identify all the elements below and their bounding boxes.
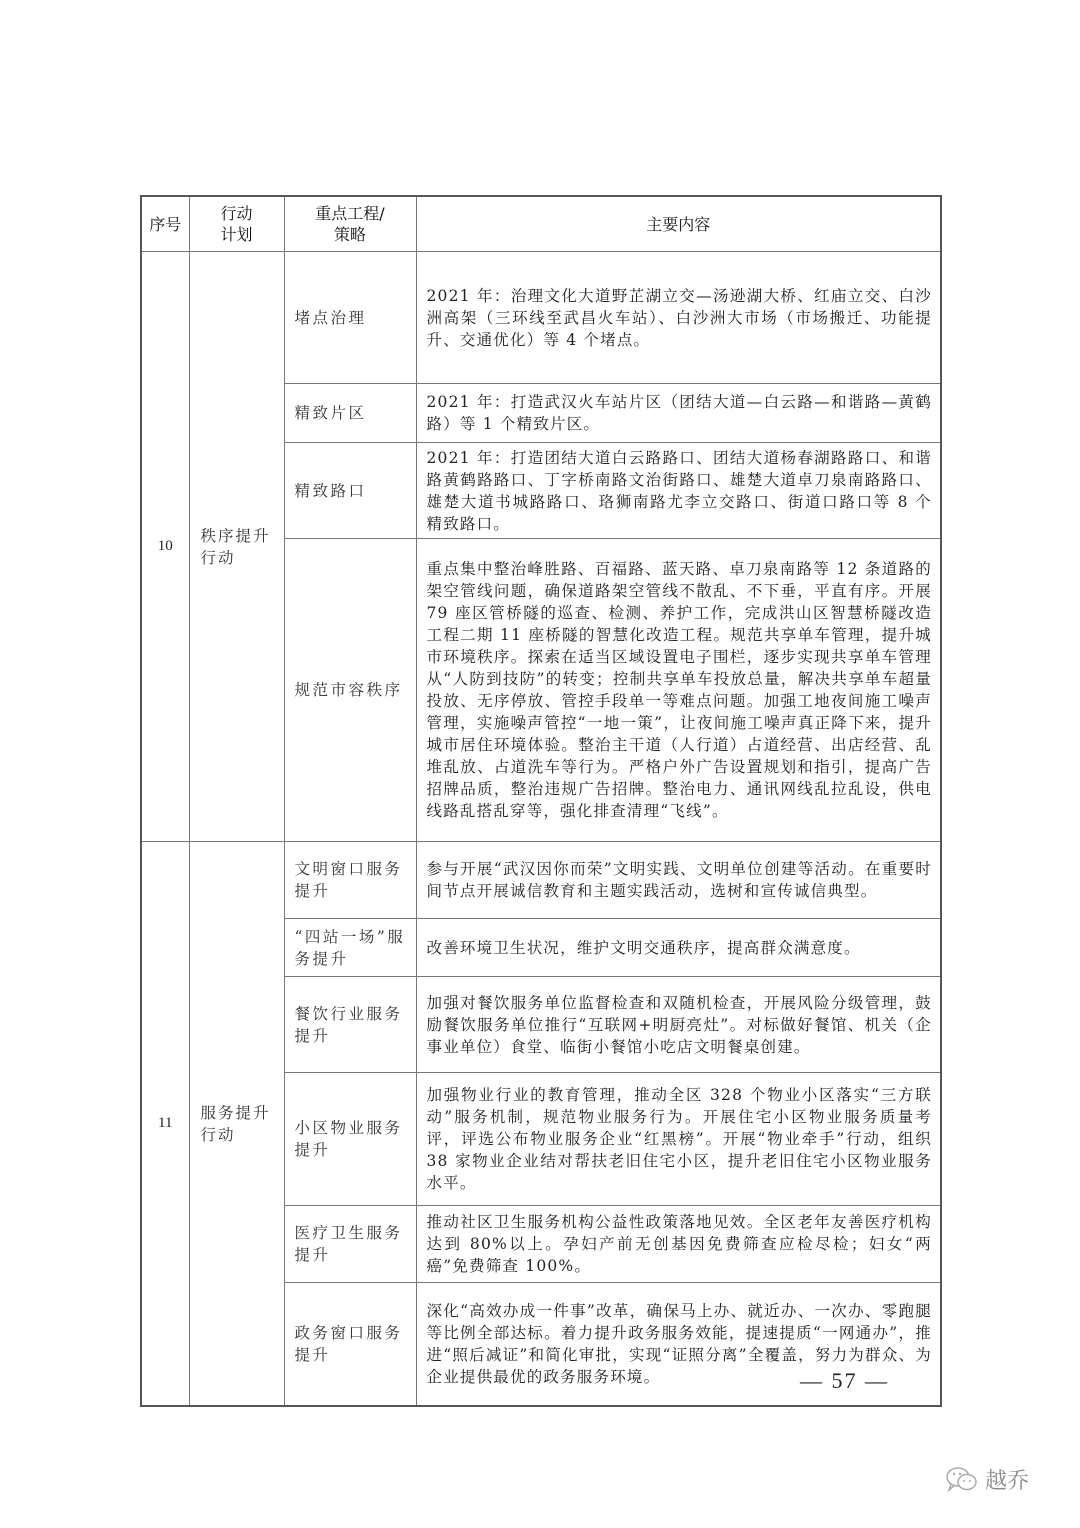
header-strategy-line2: 策略 bbox=[333, 225, 366, 244]
content-cell: 2021 年：打造团结大道白云路路口、团结大道杨春湖路路口、和谐路黄鹤路路口、丁字桥南路文治街路口、雄楚大道卓刀泉南路路口、雄楚大道书城路路口、珞狮南路尤李立交路口、街道口路口等 8 个精致路口。 bbox=[416, 443, 941, 539]
header-strategy bbox=[284, 196, 416, 252]
strategy-cell: “四站一场”服务提升 bbox=[284, 919, 416, 977]
seq-cell: 10 bbox=[141, 252, 189, 842]
content-cell: 2021 年：打造武汉火车站片区（团结大道—白云路—和谐路—黄鹤路）等 1 个精致片区。 bbox=[416, 384, 941, 443]
content-cell: 加强对餐饮服务单位监督检查和双随机检查，开展风险分级管理，鼓励餐饮服务单位推行“互联网+明厨亮灶”。对标做好餐馆、机关（企事业单位）食堂、临街小餐馆小吃店文明餐桌创建。 bbox=[416, 977, 941, 1073]
wechat-icon bbox=[945, 1466, 979, 1494]
header-action-plan bbox=[189, 196, 284, 252]
content-cell: 2021 年：治理文化大道野芷湖立交—汤逊湖大桥、红庙立交、白沙洲高架（三环线至武昌火车站）、白沙洲大市场（市场搬迁、功能提升、交通优化）等 4 个堵点。 bbox=[416, 252, 941, 384]
header-action-plan-line2: 计划 bbox=[220, 225, 253, 244]
content-cell: 重点集中整治峰胜路、百福路、蓝天路、卓刀泉南路等 12 条道路的架空管线问题，确保道路架空管线不散乱、不下垂，平直有序。开展 79 座区管桥隧的巡查、检测、养护工作，完成洪山区智慧桥隧改造工程二期 11 座桥隧的智慧化改造工程。规范共享单车管理，提升城市环境秩序。探索在适当区域设置电子围栏，逐步实现共享单车管理从“人防到技防”的转变；控制共享单车投放总量，解决共享单车超量投放、无序停放、管控手段单一等难点问题。加强工地夜间施工噪声管理，实施噪声管控“一地一策”，让夜间施工噪声真正降下来，提升城市居住环境体验。整治主干道（人行道）占道经营、出店经营、乱堆乱放、占道洗车等行为。严格户外广告设置规划和指引，提高广告招牌品质，整治违规广告招牌。整治电力、通讯网线乱拉乱设，供电线路乱搭乱穿等，强化排查清理“飞线”。 bbox=[416, 539, 941, 842]
strategy-cell: 餐饮行业服务提升 bbox=[284, 977, 416, 1073]
content-cell: 加强物业行业的教育管理，推动全区 328 个物业小区落实“三方联动”服务机制，规范物业服务行为。开展住宅小区物业服务质量考评，评选公布物业服务企业“红黑榜”。开展“物业牵手”行动，组织 38 家物业企业结对帮扶老旧住宅小区，提升老旧住宅小区物业服务水平。 bbox=[416, 1073, 941, 1206]
strategy-cell: 精致片区 bbox=[284, 384, 416, 443]
header-seq: 序号 bbox=[141, 196, 189, 252]
header-strategy-line1: 重点工程/ bbox=[315, 204, 385, 223]
header-action-plan-line1: 行动 bbox=[220, 204, 253, 223]
table-row bbox=[141, 252, 941, 384]
strategy-cell: 文明窗口服务提升 bbox=[284, 842, 416, 919]
watermark-text: 越乔 bbox=[985, 1469, 1030, 1494]
table-row bbox=[141, 842, 941, 919]
strategy-cell: 小区物业服务提升 bbox=[284, 1073, 416, 1206]
watermark bbox=[945, 1464, 1029, 1495]
strategy-cell: 政务窗口服务提升 bbox=[284, 1283, 416, 1407]
seq-cell: 11 bbox=[141, 842, 189, 1407]
content-cell: 深化“高效办成一件事”改革，确保马上办、就近办、一次办、零跑腿等比例全部达标。着力提升政务服务效能，提速提质“一网通办”，推进“照后减证”和简化审批，实现“证照分离”全覆盖，努力为群众、为企业提供最优的政务服务环境。 bbox=[416, 1283, 941, 1407]
action-plan-table bbox=[140, 195, 942, 1407]
content-cell: 参与开展“武汉因你而荣”文明实践、文明单位创建等活动。在重要时间节点开展诚信教育和主题实践活动，选树和宣传诚信典型。 bbox=[416, 842, 941, 919]
page-number: — 57 — bbox=[800, 1368, 889, 1393]
content-cell: 推动社区卫生服务机构公益性政策落地见效。全区老年友善医疗机构达到 80%以上。孕妇产前无创基因免费筛查应检尽检；妇女“两癌”免费筛查 100%。 bbox=[416, 1206, 941, 1283]
strategy-cell: 精致路口 bbox=[284, 443, 416, 539]
strategy-cell: 规范市容秩序 bbox=[284, 539, 416, 842]
strategy-cell: 堵点治理 bbox=[284, 252, 416, 384]
action-plan-cell: 秩序提升行动 bbox=[189, 252, 284, 842]
strategy-cell: 医疗卫生服务提升 bbox=[284, 1206, 416, 1283]
header-content: 主要内容 bbox=[416, 196, 941, 252]
action-plan-cell: 服务提升行动 bbox=[189, 842, 284, 1407]
table-header-row bbox=[141, 196, 941, 252]
content-cell: 改善环境卫生状况，维护文明交通秩序，提高群众满意度。 bbox=[416, 919, 941, 977]
